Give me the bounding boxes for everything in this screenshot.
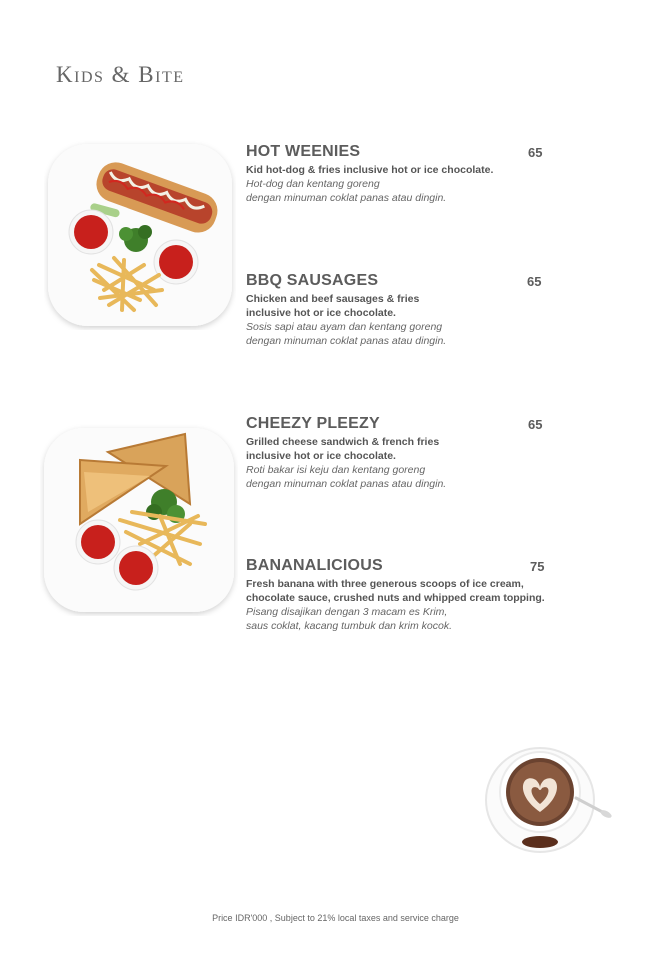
page-title: Kids & Bite bbox=[56, 62, 185, 87]
price-footnote: Price IDR'000 , Subject to 21% local taxes and service charge bbox=[212, 913, 459, 923]
menu-item-bananalicious bbox=[246, 557, 556, 633]
menu-item-cheezy-pleezy bbox=[246, 415, 546, 491]
item-price: 65 bbox=[528, 417, 543, 432]
item-description: Kid hot-dog & fries inclusive hot or ice chocolate. bbox=[246, 164, 494, 176]
item-description: Fresh banana with three generous scoops of ice cream, chocolate sauce, crushed nuts and whipped cream topping. bbox=[246, 578, 545, 604]
item-name: BBQ SAUSAGES bbox=[246, 272, 379, 289]
item-description-indonesian: Pisang disajikan dengan 3 macam es Krim, saus coklat, kacang tumbuk dan krim kocok. bbox=[246, 606, 453, 632]
item-name: BANANALICIOUS bbox=[246, 557, 383, 574]
item-description-indonesian: Sosis sapi atau ayam dan kentang goreng dengan minuman coklat panas atau dingin. bbox=[246, 321, 447, 347]
item-price: 65 bbox=[527, 274, 542, 289]
item-description-indonesian: Hot-dog dan kentang goreng dengan minuman coklat panas atau dingin. bbox=[246, 178, 447, 204]
item-description-indonesian: Roti bakar isi keju dan kentang goreng dengan minuman coklat panas atau dingin. bbox=[246, 464, 447, 490]
item-price: 75 bbox=[530, 559, 545, 574]
hotdog-plate-image bbox=[44, 140, 236, 330]
item-name: HOT WEENIES bbox=[246, 143, 361, 160]
item-description: Grilled cheese sandwich & french fries inclusive hot or ice chocolate. bbox=[246, 436, 440, 462]
item-name: CHEEZY PLEEZY bbox=[246, 415, 380, 432]
item-description: Chicken and beef sausages & fries inclusive hot or ice chocolate. bbox=[246, 293, 420, 319]
sandwich-plate-image bbox=[40, 424, 238, 616]
menu-item-hot-weenies bbox=[246, 143, 546, 205]
menu-item-bbq-sausages bbox=[246, 272, 546, 348]
item-price: 65 bbox=[528, 145, 543, 160]
coffee-cup-image bbox=[484, 742, 616, 856]
